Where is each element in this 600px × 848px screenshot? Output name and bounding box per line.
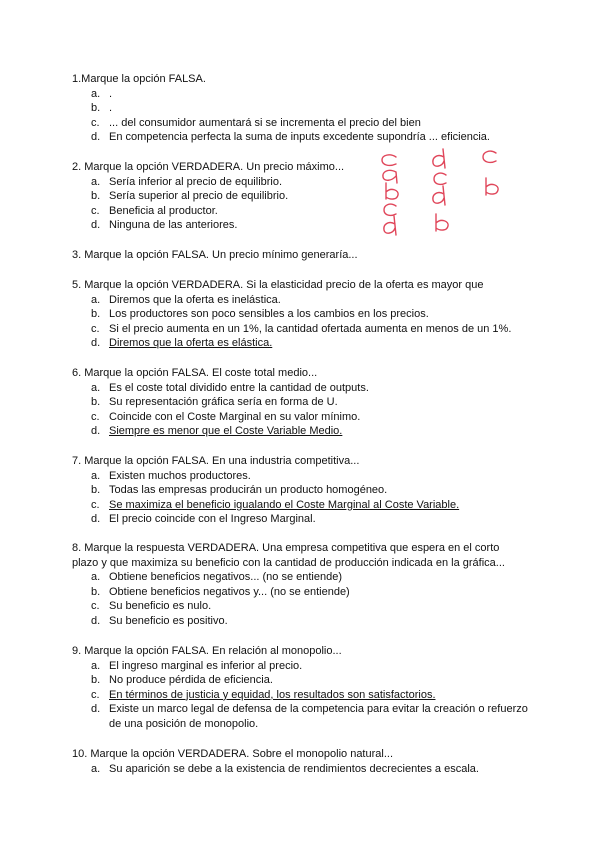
option-text: Sería inferior al precio de equilibrio. <box>109 175 283 188</box>
option-d <box>72 424 528 439</box>
option-letter: d. <box>91 614 101 627</box>
option-text: Sería superior al precio de equilibrio. <box>109 190 289 203</box>
option-text: Los productores son poco sensibles a los cambios en los precios. <box>109 308 429 321</box>
option-letter: a. <box>91 87 101 100</box>
option-text: Es el coste total dividido entre la cantidad de outputs. <box>109 381 369 394</box>
option-d <box>72 702 528 731</box>
option-letter: b. <box>91 308 101 321</box>
option-text: Se maximiza el beneficio igualando el Coste Marginal al Coste Variable. <box>109 498 460 511</box>
option-text: No produce pérdida de eficiencia. <box>109 674 273 687</box>
question-5 <box>72 278 528 351</box>
option-a <box>72 762 528 777</box>
option-letter: b. <box>91 674 101 687</box>
question-title: 8. Marque la respuesta VERDADERA. Una empresa competitiva que espera en el corto plazo y que maximiza su beneficio con la cantidad de producción indicada en la gráfica... <box>72 542 505 569</box>
option-c <box>72 498 528 513</box>
option-letter: b. <box>91 102 101 115</box>
option-letter: d. <box>91 219 101 232</box>
option-text: Diremos que la oferta es elástica. <box>109 337 273 350</box>
option-d <box>72 130 528 145</box>
question-3 <box>72 248 528 263</box>
option-letter: a. <box>91 381 101 394</box>
option-text: Su representación gráfica sería en forma de U. <box>109 396 338 409</box>
question-title: 6. Marque la opción FALSA. El coste total medio... <box>72 367 318 379</box>
option-text: Su beneficio es positivo. <box>109 614 228 627</box>
option-a <box>72 570 528 585</box>
option-text: Todas las empresas producirán un producto homogéneo. <box>109 484 388 497</box>
question-title: 5. Marque la opción VERDADERA. Si la elasticidad precio de la oferta es mayor que <box>72 279 484 291</box>
option-text: ... del consumidor aumentará si se incrementa el precio del bien <box>109 116 421 129</box>
option-d <box>72 218 528 233</box>
option-b <box>72 585 528 600</box>
option-a <box>72 659 528 674</box>
option-letter: c. <box>91 204 100 217</box>
question-7 <box>72 454 528 527</box>
question-1 <box>72 72 528 145</box>
option-a <box>72 175 528 190</box>
question-2 <box>72 160 528 233</box>
option-c <box>72 116 528 131</box>
option-b <box>72 101 528 116</box>
option-c <box>72 322 528 337</box>
question-title: 3. Marque la opción FALSA. Un precio mínimo generaría... <box>72 249 358 261</box>
option-letter: a. <box>91 571 101 584</box>
option-text: Existen muchos productores. <box>109 469 251 482</box>
option-letter: a. <box>91 175 101 188</box>
question-8 <box>72 541 528 629</box>
option-text: Obtiene beneficios negativos... (no se entiende) <box>109 571 342 584</box>
option-b <box>72 307 528 322</box>
question-10 <box>72 747 528 776</box>
option-d <box>72 512 528 527</box>
option-letter: c. <box>91 600 100 613</box>
option-letter: c. <box>91 410 100 423</box>
option-c <box>72 410 528 425</box>
option-text: Su beneficio es nulo. <box>109 600 212 613</box>
option-a <box>72 469 528 484</box>
option-text: En competencia perfecta la suma de inputs excedente supondría ... eficiencia. <box>109 131 490 144</box>
option-text: Su aparición se debe a la existencia de rendimientos decrecientes a escala. <box>109 762 479 775</box>
option-text: Beneficia al productor. <box>109 204 218 217</box>
option-letter: b. <box>91 396 101 409</box>
question-6 <box>72 366 528 439</box>
option-text: Ninguna de las anteriores. <box>109 219 238 232</box>
option-c <box>72 204 528 219</box>
option-text: En términos de justicia y equidad, los resultados son satisfactorios. <box>109 688 436 701</box>
option-text: Coincide con el Coste Marginal en su valor mínimo. <box>109 410 361 423</box>
option-letter: b. <box>91 190 101 203</box>
option-b <box>72 395 528 410</box>
option-a <box>72 293 528 308</box>
option-a <box>72 381 528 396</box>
option-letter: a. <box>91 762 101 775</box>
option-letter: d. <box>91 513 101 526</box>
option-letter: c. <box>91 322 100 335</box>
option-text: Diremos que la oferta es inelástica. <box>109 293 281 306</box>
option-letter: a. <box>91 293 101 306</box>
question-title: 7. Marque la opción FALSA. En una industria competitiva... <box>72 455 360 467</box>
option-b <box>72 673 528 688</box>
option-text: Si el precio aumenta en un 1%, la cantidad ofertada aumenta en menos de un 1%. <box>109 322 512 335</box>
question-title: 1.Marque la opción FALSA. <box>72 73 206 85</box>
option-letter: b. <box>91 585 101 598</box>
option-letter: c. <box>91 116 100 129</box>
option-b <box>72 483 528 498</box>
option-letter: d. <box>91 703 101 716</box>
option-text: . <box>109 87 113 100</box>
question-title: 10. Marque la opción VERDADERA. Sobre el monopolio natural... <box>72 748 394 760</box>
option-letter: c. <box>91 498 100 511</box>
option-letter: a. <box>91 659 101 672</box>
option-text: . <box>109 102 113 115</box>
option-a <box>72 87 528 102</box>
option-text: Obtiene beneficios negativos y... (no se entiende) <box>109 585 350 598</box>
option-text: Existe un marco legal de defensa de la competencia para evitar la creación o refuerzo de una posición de monopolio. <box>109 703 528 730</box>
option-letter: c. <box>91 688 100 701</box>
option-text: El ingreso marginal es inferior al precio. <box>109 659 303 672</box>
option-c <box>72 599 528 614</box>
option-letter: d. <box>91 131 101 144</box>
option-letter: a. <box>91 469 101 482</box>
option-c <box>72 688 528 703</box>
question-title: 9. Marque la opción FALSA. En relación al monopolio... <box>72 645 342 657</box>
option-b <box>72 189 528 204</box>
option-text: El precio coincide con el Ingreso Marginal. <box>109 513 316 526</box>
option-d <box>72 614 528 629</box>
option-letter: d. <box>91 337 101 350</box>
option-text: Siempre es menor que el Coste Variable Medio. <box>109 425 343 438</box>
option-d <box>72 336 528 351</box>
option-letter: d. <box>91 425 101 438</box>
option-letter: b. <box>91 484 101 497</box>
question-title: 2. Marque la opción VERDADERA. Un precio máximo... <box>72 161 345 173</box>
question-9 <box>72 644 528 732</box>
